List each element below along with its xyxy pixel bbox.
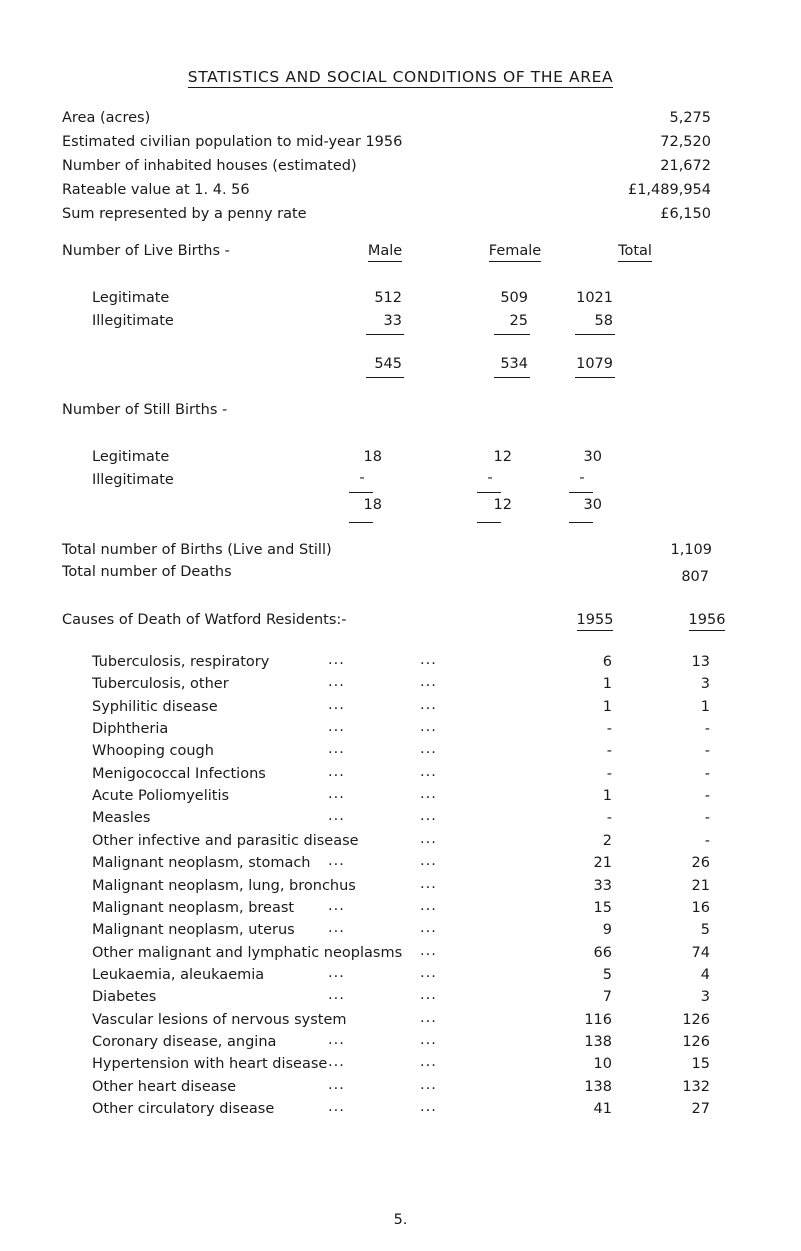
cause-1955-value: - — [606, 743, 612, 759]
rule — [569, 522, 593, 523]
cause-label: Malignant neoplasm, lung, bronchus — [92, 878, 356, 894]
cause-label: Diphtheria — [92, 721, 169, 737]
cause-1955-value: 7 — [602, 989, 612, 1005]
cause-1955-value: 138 — [584, 1079, 612, 1095]
leader-dots: ... — [328, 764, 345, 780]
cause-1955-value: 9 — [602, 922, 612, 938]
leader-dots: ... — [420, 652, 437, 668]
cause-label: Other heart disease — [92, 1079, 237, 1095]
cause-1955-value: 41 — [593, 1101, 612, 1117]
leader-dots: ... — [420, 898, 437, 914]
cause-1955-value: - — [606, 810, 612, 826]
cause-1955-value: 116 — [584, 1012, 612, 1028]
leader-dots: ... — [420, 674, 437, 690]
rule — [366, 377, 404, 378]
cause-label: Other malignant and lymphatic neoplasms — [92, 945, 403, 961]
cause-label: Other infective and parasitic disease — [92, 833, 359, 849]
causes-heading: Causes of Death of Watford Residents:- — [62, 612, 347, 628]
cause-1955-value: 21 — [593, 855, 612, 871]
cause-label: Tuberculosis, other — [92, 676, 229, 692]
year-1955-header: 1955 — [560, 612, 630, 628]
summary-label: Rateable value at 1. 4. 56 — [62, 182, 250, 198]
leader-dots: ... — [420, 831, 437, 847]
still-row-label: Illegitimate — [92, 472, 174, 488]
cause-1956-value: 3 — [700, 989, 710, 1005]
leader-dots: ... — [328, 853, 345, 869]
cause-1956-value: 21 — [691, 878, 710, 894]
page-title: STATISTICS AND SOCIAL CONDITIONS OF THE AREA — [187, 68, 614, 86]
still-total-total: 30 — [583, 497, 602, 513]
leader-dots: ... — [420, 1099, 437, 1115]
live-illegit-female: 25 — [509, 313, 528, 329]
live-births-heading: Number of Live Births - — [62, 243, 230, 259]
still-legit-female: 12 — [493, 449, 512, 465]
still-total-female: 12 — [493, 497, 512, 513]
rule — [575, 334, 615, 335]
cause-1956-value: 15 — [691, 1056, 710, 1072]
cause-label: Other circulatory disease — [92, 1101, 275, 1117]
leader-dots: ... — [420, 876, 437, 892]
cause-label: Malignant neoplasm, uterus — [92, 922, 295, 938]
rule — [575, 377, 615, 378]
still-legit-total: 30 — [583, 449, 602, 465]
cause-label: Menigococcal Infections — [92, 766, 266, 782]
year-1956-header: 1956 — [672, 612, 742, 628]
leader-dots: ... — [420, 764, 437, 780]
cause-1955-value: 1 — [602, 788, 612, 804]
cause-label: Diabetes — [92, 989, 157, 1005]
cause-1955-value: 5 — [602, 967, 612, 983]
summary-value: 72,520 — [660, 134, 711, 150]
deaths-total-label: Total number of Deaths — [62, 564, 232, 580]
rule — [494, 377, 530, 378]
leader-dots: ... — [420, 920, 437, 936]
rule — [477, 522, 501, 523]
cause-1955-value: - — [606, 721, 612, 737]
leader-dots: ... — [420, 965, 437, 981]
cause-label: Measles — [92, 810, 151, 826]
rule — [349, 522, 373, 523]
still-illegit-male: - — [359, 470, 365, 486]
leader-dots: ... — [328, 987, 345, 1003]
live-legit-male: 512 — [374, 290, 402, 306]
deaths-total-value: 807 — [681, 569, 709, 585]
cause-1956-value: - — [704, 721, 710, 737]
leader-dots: ... — [420, 853, 437, 869]
cause-1955-value: 15 — [593, 900, 612, 916]
summary-value: 21,672 — [660, 158, 711, 174]
still-row-label: Legitimate — [92, 449, 170, 465]
cause-1956-value: 132 — [682, 1079, 710, 1095]
cause-1955-value: 1 — [602, 699, 612, 715]
leader-dots: ... — [420, 786, 437, 802]
rule — [569, 492, 593, 493]
still-births-heading: Number of Still Births - — [62, 402, 228, 418]
live-illegit-total: 58 — [594, 313, 613, 329]
leader-dots: ... — [420, 697, 437, 713]
summary-value: £6,150 — [660, 206, 711, 222]
still-legit-male: 18 — [363, 449, 382, 465]
cause-1956-value: 4 — [700, 967, 710, 983]
live-total-total: 1079 — [576, 356, 613, 372]
live-row-label: Illegitimate — [92, 313, 174, 329]
births-total-label: Total number of Births (Live and Still) — [62, 542, 332, 558]
cause-label: Coronary disease, angina — [92, 1034, 277, 1050]
rule — [494, 334, 530, 335]
col-male-header: Male — [340, 243, 430, 259]
cause-label: Vascular lesions of nervous system — [92, 1012, 347, 1028]
leader-dots: ... — [420, 1010, 437, 1026]
cause-label: Hypertension with heart disease — [92, 1056, 328, 1072]
cause-label: Tuberculosis, respiratory — [92, 654, 270, 670]
leader-dots: ... — [328, 1077, 345, 1093]
leader-dots: ... — [328, 898, 345, 914]
cause-1956-value: 3 — [700, 676, 710, 692]
cause-1956-value: 26 — [691, 855, 710, 871]
still-total-male: 18 — [363, 497, 382, 513]
leader-dots: ... — [420, 1077, 437, 1093]
leader-dots: ... — [328, 697, 345, 713]
leader-dots: ... — [328, 674, 345, 690]
cause-1955-value: 2 — [602, 833, 612, 849]
cause-1956-value: 126 — [682, 1012, 710, 1028]
leader-dots: ... — [420, 741, 437, 757]
live-legit-total: 1021 — [576, 290, 613, 306]
leader-dots: ... — [420, 1032, 437, 1048]
cause-1956-value: 27 — [691, 1101, 710, 1117]
summary-label: Estimated civilian population to mid-year 1956 — [62, 134, 403, 150]
leader-dots: ... — [420, 987, 437, 1003]
cause-label: Malignant neoplasm, breast — [92, 900, 295, 916]
leader-dots: ... — [328, 920, 345, 936]
cause-label: Whooping cough — [92, 743, 214, 759]
cause-1956-value: - — [704, 766, 710, 782]
cause-label: Malignant neoplasm, stomach — [92, 855, 311, 871]
col-total-header: Total — [590, 243, 680, 259]
cause-1955-value: - — [606, 766, 612, 782]
rule — [349, 492, 373, 493]
still-illegit-female: - — [487, 470, 493, 486]
cause-1956-value: - — [704, 743, 710, 759]
cause-1956-value: - — [704, 810, 710, 826]
cause-1956-value: 126 — [682, 1034, 710, 1050]
cause-label: Leukaemia, aleukaemia — [92, 967, 265, 983]
page-number: 5. — [393, 1212, 408, 1228]
cause-1955-value: 6 — [602, 654, 612, 670]
summary-value: £1,489,954 — [627, 182, 711, 198]
leader-dots: ... — [328, 1099, 345, 1115]
live-legit-female: 509 — [500, 290, 528, 306]
live-illegit-male: 33 — [383, 313, 402, 329]
cause-1955-value: 33 — [593, 878, 612, 894]
rule — [366, 334, 404, 335]
col-female-header: Female — [465, 243, 565, 259]
summary-value: 5,275 — [669, 110, 711, 126]
cause-1955-value: 66 — [593, 945, 612, 961]
live-row-label: Legitimate — [92, 290, 170, 306]
births-total-value: 1,109 — [670, 542, 712, 558]
rule — [477, 492, 501, 493]
leader-dots: ... — [328, 652, 345, 668]
cause-1956-value: 16 — [691, 900, 710, 916]
leader-dots: ... — [328, 719, 345, 735]
leader-dots: ... — [328, 741, 345, 757]
leader-dots: ... — [328, 1032, 345, 1048]
cause-label: Syphilitic disease — [92, 699, 218, 715]
leader-dots: ... — [328, 965, 345, 981]
cause-1956-value: 1 — [700, 699, 710, 715]
summary-label: Sum represented by a penny rate — [62, 206, 307, 222]
leader-dots: ... — [420, 943, 437, 959]
leader-dots: ... — [328, 786, 345, 802]
leader-dots: ... — [420, 808, 437, 824]
cause-1955-value: 138 — [584, 1034, 612, 1050]
leader-dots: ... — [420, 719, 437, 735]
leader-dots: ... — [420, 1054, 437, 1070]
cause-1956-value: 74 — [691, 945, 710, 961]
cause-1956-value: - — [704, 788, 710, 804]
cause-1955-value: 1 — [602, 676, 612, 692]
cause-1956-value: - — [704, 833, 710, 849]
cause-1956-value: 5 — [700, 922, 710, 938]
live-total-female: 534 — [500, 356, 528, 372]
cause-1956-value: 13 — [691, 654, 710, 670]
leader-dots: ... — [328, 1054, 345, 1070]
leader-dots: ... — [328, 808, 345, 824]
live-total-male: 545 — [374, 356, 402, 372]
summary-label: Area (acres) — [62, 110, 151, 126]
still-illegit-total: - — [579, 470, 585, 486]
cause-1955-value: 10 — [593, 1056, 612, 1072]
cause-label: Acute Poliomyelitis — [92, 788, 230, 804]
summary-label: Number of inhabited houses (estimated) — [62, 158, 357, 174]
